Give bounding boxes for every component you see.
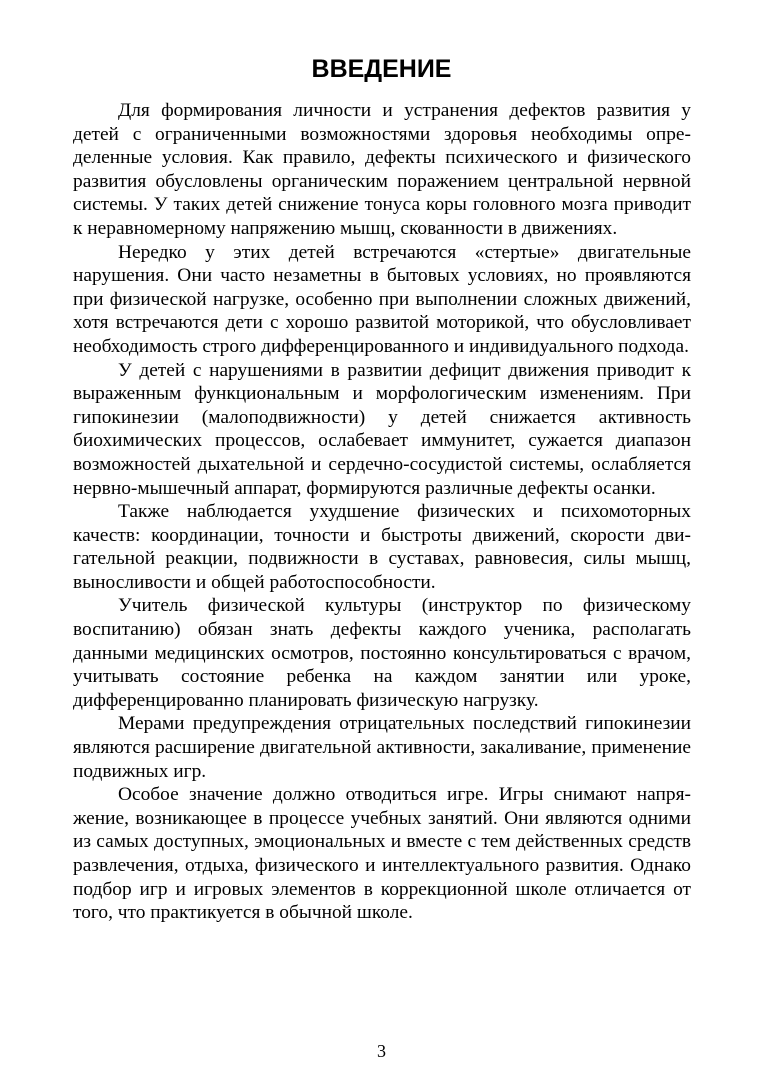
paragraph: Также наблюдается ухудшение физических и психомоторных качеств: координации, точности и быстроты движений, скорости двигательной реакции, подвижности в суставах, равновесия, силы мышц, выносливости и общей работоспособности. [73,501,691,593]
paragraph: Мерами предупреждения отрицательных последствий гипокинезии являются расширение двигательной активности, закаливание, применение подвижных игр. [73,713,691,782]
paragraph: Нередко у этих детей встречаются «стертые» двигательные нарушения. Они часто незаметны в бытовых условиях, но проявляются при физической нагрузке, особенно при выполнении сложных движений, хотя встречаются дети с хорошо развитой моторикой, что обусловливает необходимость строго дифференцированного и индивидуального подхода. [73,241,691,357]
page-number: 3 [377,1041,386,1061]
paragraph: У детей с нарушениями в развитии дефицит движения приводит к выраженным функциональным и морфологическим изменениям. При гипокинезии (малоподвижности) у детей снижается активность биохимических процессов, ослабевает иммунитет, сужается диапазон возможностей дыхательной и сердечно-сосудистой системы, ослабляется нервно-мышечный аппарат, формируются различные дефекты осанки. [73,359,691,499]
page-title: ВВЕДЕНИЕ [311,55,452,83]
paragraph: Учитель физической культуры (инструктор по физическому воспитанию) обязан знать дефекты каждого ученика, располагать данными медицинских осмотров, постоянно консультироваться с врачом, учитывать состояние ребенка на каждом занятии или уроке, дифференцированно планировать физическую нагрузку. [73,595,691,711]
body-text [73,99,691,925]
paragraph: Для формирования личности и устранения дефектов развития у детей с ограниченными возможностями здоровья необходимы определенные условия. Как правило, дефекты психического и физического развития обусловлены органическим поражением центральной нервной системы. У таких детей снижение тонуса коры головного мозга приводит к неравномерному напряжению мышц, скованности в движениях. [73,100,691,239]
paragraph: Особое значение должно отводиться игре. Игры снимают напряжение, возникающее в процессе учебных занятий. Они являются одними из самых доступных, эмоциональных и вместе с тем действенных средств развлечения, отдыха, физического и интеллектуального развития. Однако подбор игр и игровых элементов в коррекционной школе отличается от того, что практикуется в обычной школе. [73,784,691,924]
